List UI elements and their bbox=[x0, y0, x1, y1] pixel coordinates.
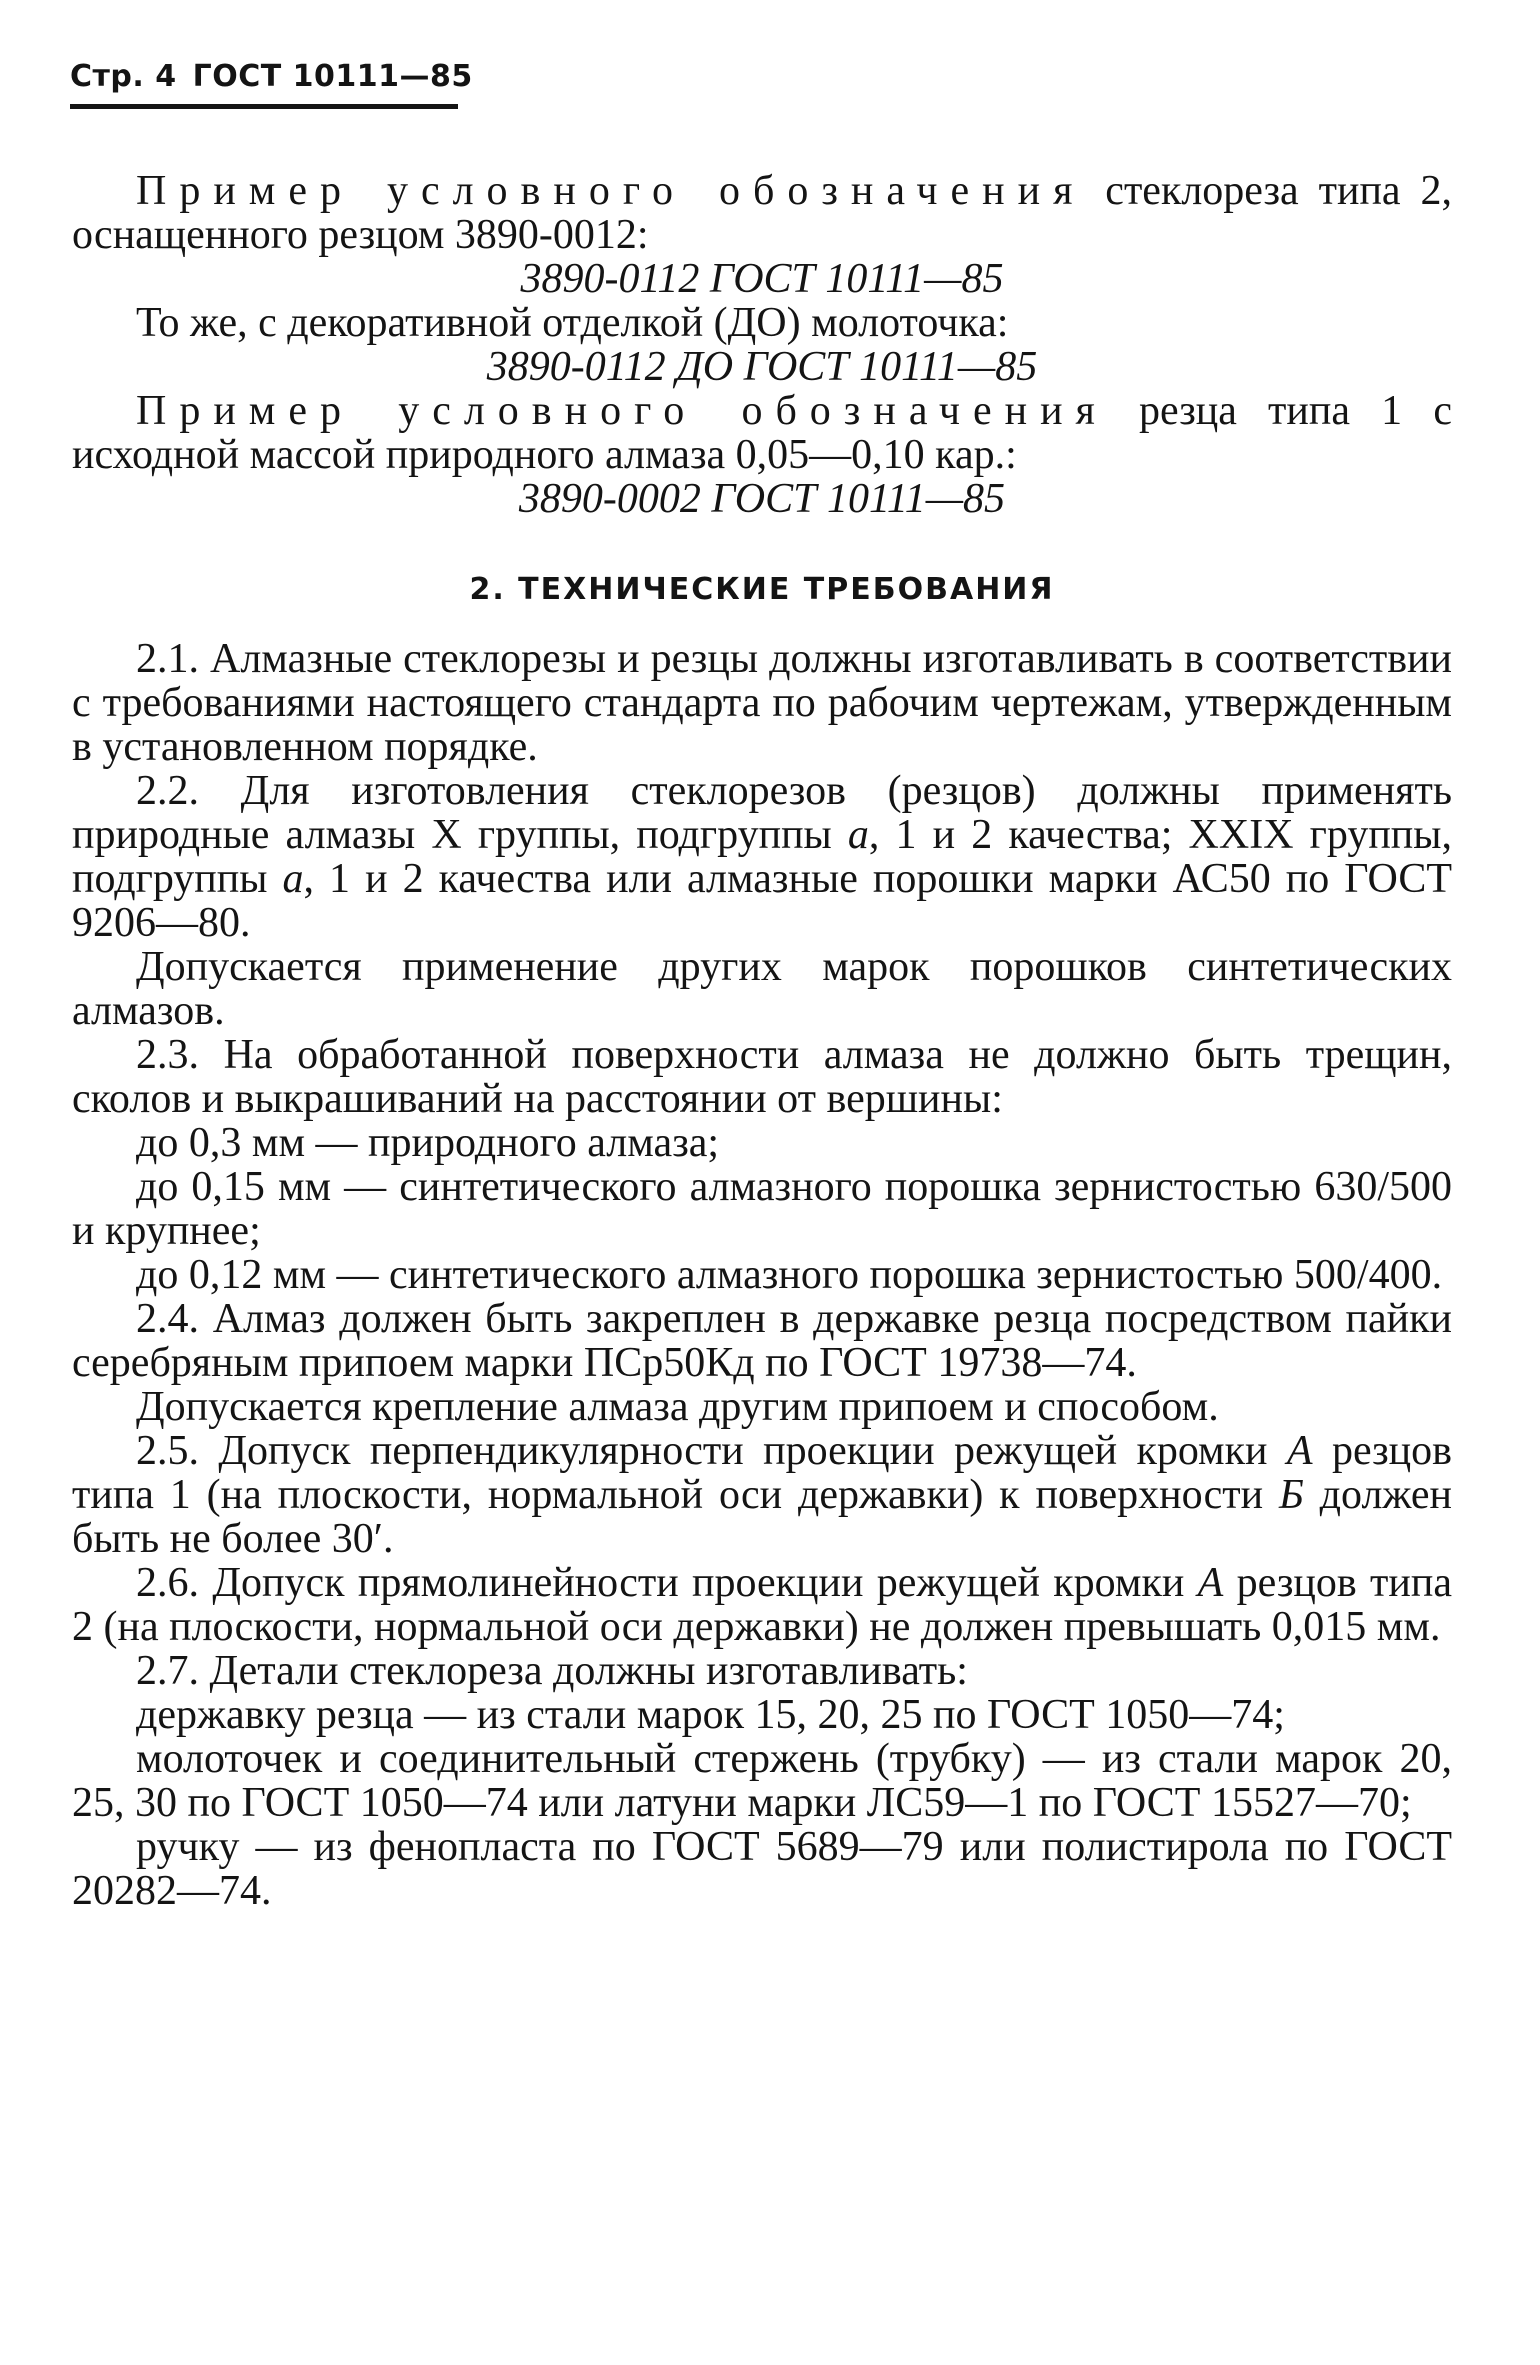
surface-letter: Б bbox=[1279, 1472, 1304, 1518]
clause-2-2-part: , 1 и 2 качества или алмазные порошки марки АС50 по ГОСТ 9206—80. bbox=[72, 856, 1452, 946]
spaced-phrase: Пример условного обозначения bbox=[136, 168, 1086, 214]
clause-2-7-item: ручку — из фенопласта по ГОСТ 5689—79 или полистирола по ГОСТ 20282—74. bbox=[72, 1824, 1452, 1914]
clause-2-5-part: резцов типа 1 (на плоскости, нормальной оси державки) к поверхности bbox=[72, 1428, 1452, 1518]
clause-2-6 bbox=[72, 1561, 1452, 1649]
edge-letter: А bbox=[1197, 1560, 1224, 1606]
clause-2-6-part: 2.6. Допуск прямолинейности проекции режущей кромки bbox=[136, 1560, 1198, 1606]
spaced-phrase: Пример условного обозначения bbox=[136, 388, 1108, 434]
clause-2-4: 2.4. Алмаз должен быть закреплен в державке резца посредством пайки серебряным припоем марки ПСр50Кд по ГОСТ 19738—74. bbox=[72, 1296, 1452, 1386]
clause-2-5-part: 2.5. Допуск перпендикулярности проекции режущей кромки bbox=[136, 1428, 1287, 1474]
example-2-code: 3890-0112 ДО ГОСТ 10111—85 bbox=[486, 344, 1038, 390]
page-number: Стр. 4 bbox=[70, 59, 177, 94]
clause-2-3: 2.3. На обработанной поверхности алмаза не должно быть трещин, сколов и выкрашиваний на расстоянии от вершины: bbox=[72, 1032, 1452, 1122]
subgroup-letter: а bbox=[847, 812, 869, 858]
example-1-code: 3890-0112 ГОСТ 10111—85 bbox=[520, 256, 1004, 302]
clause-2-2-part: , 1 и 2 качества; XXIX группы, подгруппы bbox=[72, 812, 1452, 902]
example-1-rest: стеклореза типа 2, оснащенного резцом 3890-0012: bbox=[72, 168, 1452, 258]
document-page bbox=[72, 58, 1452, 1913]
clause-2-2-part: 2.2. Для изготовления стеклорезов (резцов) должны применять природные алмазы X группы, подгруппы bbox=[72, 768, 1452, 858]
clause-2-2 bbox=[72, 769, 1452, 945]
clause-2-3-item: до 0,3 мм — природного алмаза; bbox=[136, 1120, 720, 1166]
clause-2-6-part: резцов типа 2 (на плоскости, нормальной оси державки) не должен превышать 0,015 мм. bbox=[72, 1560, 1452, 1650]
subgroup-letter: а bbox=[282, 856, 304, 902]
example-3-rest: резца типа 1 с исходной массой природного алмаза 0,05—0,10 кар.: bbox=[72, 388, 1452, 478]
clause-2-5 bbox=[72, 1429, 1452, 1561]
clause-2-2-note: Допускается применение других марок порошков синтетических алмазов. bbox=[72, 944, 1452, 1034]
clause-2-4-note: Допускается крепление алмаза другим припоем и способом. bbox=[136, 1384, 1219, 1430]
clause-2-7: 2.7. Детали стеклореза должны изготавливать: bbox=[136, 1648, 968, 1694]
clause-2-5-part: должен быть не более 30′. bbox=[72, 1472, 1452, 1562]
example-1-text bbox=[72, 169, 1452, 257]
clause-2-3-item: до 0,12 мм — синтетического алмазного порошка зернистостью 500/400. bbox=[136, 1252, 1443, 1298]
clause-2-7-item: державку резца — из стали марок 15, 20, 25 по ГОСТ 1050—74; bbox=[136, 1692, 1285, 1738]
section-title: 2. ТЕХНИЧЕСКИЕ ТРЕБОВАНИЯ bbox=[469, 572, 1055, 607]
standard-number: ГОСТ 10111—85 bbox=[192, 59, 473, 94]
edge-letter: А bbox=[1286, 1428, 1313, 1474]
clause-2-1: 2.1. Алмазные стеклорезы и резцы должны изготавливать в соответствии с требованиями настоящего стандарта по рабочим чертежам, утвержденным в установленном порядке. bbox=[72, 636, 1452, 770]
clause-2-7-item: молоточек и соединительный стержень (трубку) — из стали марок 20, 25, 30 по ГОСТ 1050—74 или латуни марки ЛС59—1 по ГОСТ 15527—70; bbox=[72, 1736, 1452, 1826]
example-2-text: То же, с декоративной отделкой (ДО) молоточка: bbox=[136, 300, 1009, 346]
example-3-code: 3890-0002 ГОСТ 10111—85 bbox=[518, 476, 1006, 522]
running-head bbox=[70, 58, 1452, 96]
example-3-text bbox=[72, 389, 1452, 477]
clause-2-3-item: до 0,15 мм — синтетического алмазного порошка зернистостью 630/500 и крупнее; bbox=[72, 1164, 1452, 1254]
